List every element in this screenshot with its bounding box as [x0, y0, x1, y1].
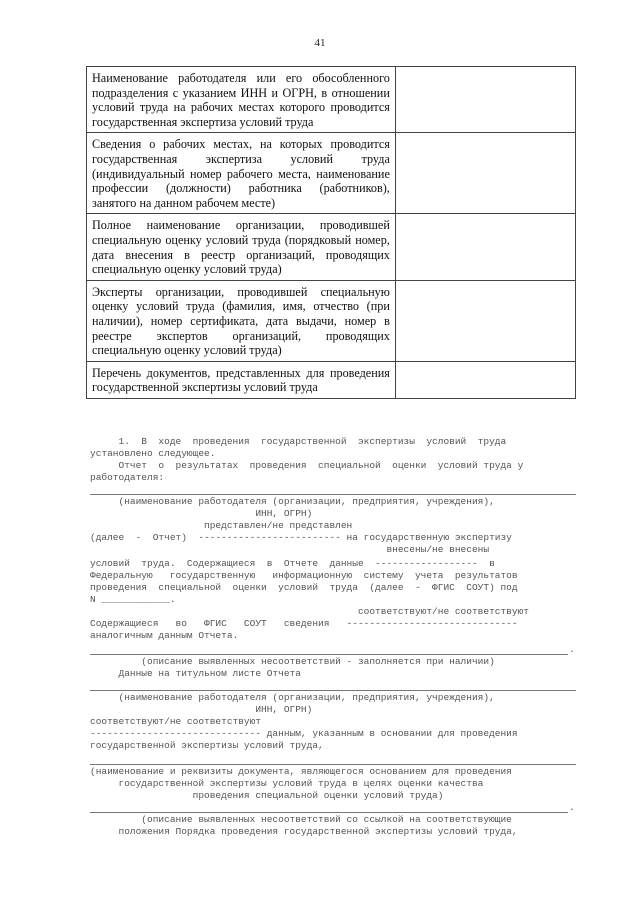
body-line: проведения специальной оценки условий труда) [90, 790, 444, 801]
body-line: проведения специальной оценки условий труда (далее - ФГИС СОУТ) под [90, 582, 518, 593]
fill-in-line [90, 494, 576, 495]
body-line: ИНН, ОГРН) [90, 508, 313, 519]
body-line: (наименование работодателя (организации, предприятия, учреждения), [90, 692, 495, 703]
body-line: Данные на титульном листе Отчета [90, 668, 301, 679]
fill-in-line [90, 812, 568, 813]
body-line: N ____________. [90, 594, 176, 605]
row-label-employer: Наименование работодателя или его обособленного подразделения с указанием ИНН и ОГРН, в отношении условий труда на рабочих местах которого проводится государственная экспертиза условий труда [87, 67, 396, 133]
row-label-experts: Эксперты организации, проводившей специальную оценку условий труда (фамилия, имя, отчество (при наличии), номер сертификата, дата выдачи, номер в реестре экспертов организаций, проводящих специальную оценку условий труда) [87, 280, 396, 361]
row-value-workplaces [395, 133, 575, 214]
body-line: государственной экспертизы условий труда в целях оценки качества [90, 778, 484, 789]
body-line: представлен/не представлен [90, 520, 353, 531]
body-line: 1. В ходе проведения государственной экспертизы условий труда [90, 436, 507, 447]
body-line: (далее - Отчет) ------------------------- на государственную экспертизу [90, 532, 512, 543]
body-line: (описание выявленных несоответствий со ссылкой на соответствующие [90, 814, 512, 825]
body-line: (наименование работодателя (организации, предприятия, учреждения), [90, 496, 495, 507]
table-row [87, 361, 576, 398]
fill-in-line [90, 690, 576, 691]
body-line: Содержащиеся во ФГИС СОУТ сведения ------------------------------ [90, 618, 518, 629]
body-line: соответствуют/не соответствуют [90, 716, 262, 727]
table-row [87, 280, 576, 361]
row-label-documents: Перечень документов, представленных для проведения государственной экспертизы условий труда [87, 361, 396, 398]
body-line: (наименование и реквизиты документа, являющегося основанием для проведения [90, 766, 512, 777]
row-value-employer [395, 67, 575, 133]
table-row [87, 133, 576, 214]
row-label-workplaces: Сведения о рабочих местах, на которых проводится государственная экспертиза условий труда (индивидуальный номер рабочего места, наименование профессии (должности) работника (работников), занятого на данном рабочем месте) [87, 133, 396, 214]
body-line: Отчет о результатах проведения специальной оценки условий труда у [90, 460, 524, 471]
body-line: (описание выявленных несоответствий - заполняется при наличии) [90, 656, 495, 667]
expertise-info-table [86, 66, 576, 399]
body-line: государственной экспертизы условий труда, [90, 740, 324, 751]
row-value-experts [395, 280, 575, 361]
body-line: ------------------------------ данным, указанным в основании для проведения [90, 728, 518, 739]
body-line: аналогичным данным Отчета. [90, 630, 239, 641]
body-line: Федеральную государственную информационную систему учета результатов [90, 570, 518, 581]
page-number: 41 [314, 37, 326, 49]
row-label-organization: Полное наименование организации, проводившей специальную оценку условий труда (порядковый номер, дата внесения в реестр организаций, проводящих специальную оценку условий труда) [87, 214, 396, 280]
fill-in-line [90, 764, 576, 765]
body-line: условий труда. Содержащиеся в Отчете данные ------------------ в [90, 558, 495, 569]
row-value-documents [395, 361, 575, 398]
table-row [87, 67, 576, 133]
body-line: внесены/не внесены [90, 544, 490, 555]
row-value-organization [395, 214, 575, 280]
body-line: работодателя: [90, 472, 165, 483]
trailing-period: . [569, 644, 575, 655]
table-row [87, 214, 576, 280]
body-line: ИНН, ОГРН) [90, 704, 313, 715]
body-line: соответствуют/не соответствуют [90, 606, 529, 617]
body-line: установлено следующее. [90, 448, 216, 459]
body-line: положения Порядка проведения государственной экспертизы условий труда, [90, 826, 518, 837]
trailing-period: . [569, 802, 575, 813]
fill-in-line [90, 654, 568, 655]
